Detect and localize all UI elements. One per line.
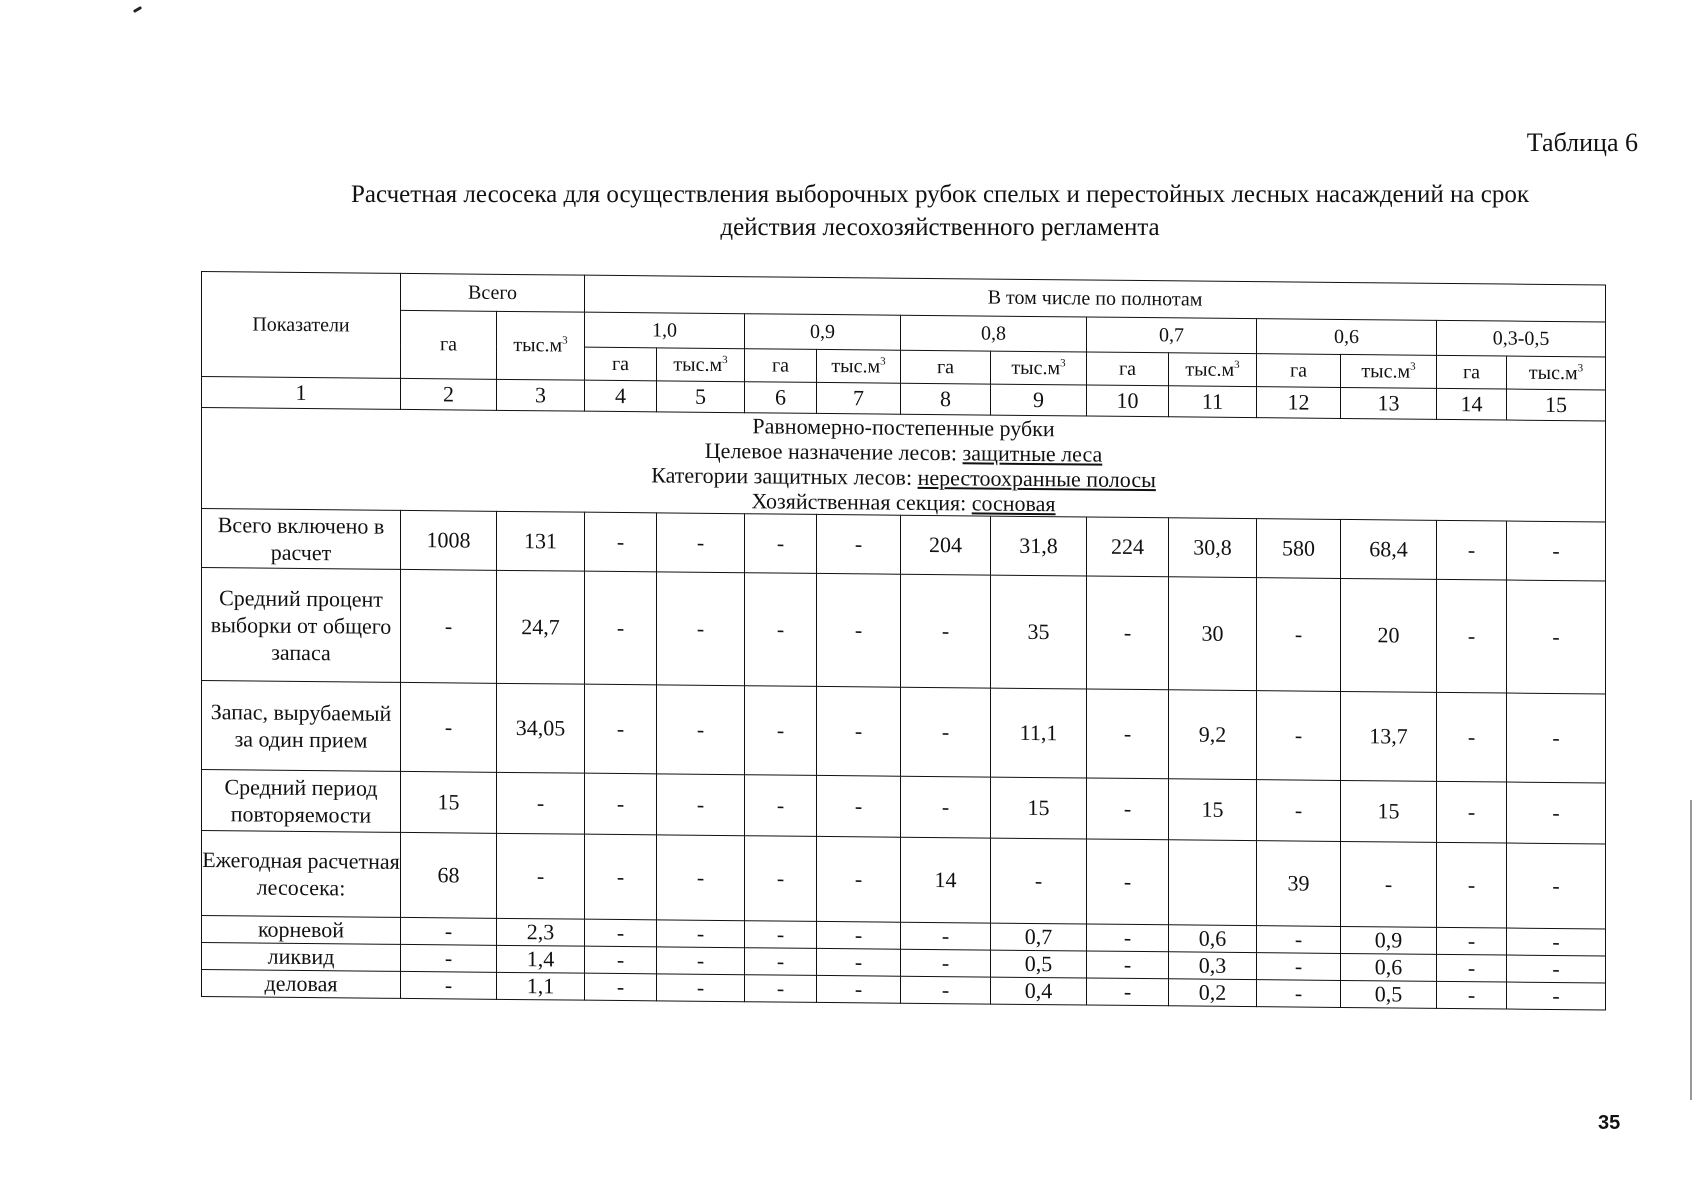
table-cell: - bbox=[817, 975, 901, 1003]
table-cell: - bbox=[401, 682, 497, 772]
table-cell: 0,9 bbox=[1341, 926, 1437, 954]
table-cell: 0,6 bbox=[1341, 953, 1437, 981]
table-cell: - bbox=[497, 772, 585, 834]
row-label: Средний период повторяемости bbox=[202, 770, 401, 833]
table-cell: - bbox=[657, 572, 745, 686]
table-cell: 0,2 bbox=[1169, 979, 1257, 1007]
column-number: 10 bbox=[1087, 385, 1169, 417]
table-cell: - bbox=[817, 514, 901, 574]
header-unit-vol: $тыс.м^3$ bbox=[1341, 354, 1437, 388]
title-line-2: действия лесохозяйственного регламента bbox=[720, 214, 1160, 241]
column-number: 9 bbox=[991, 384, 1087, 416]
table-cell: - bbox=[1507, 843, 1606, 929]
table-cell: - bbox=[1437, 520, 1507, 580]
header-unit-ha: га bbox=[745, 349, 817, 383]
table-cell: - bbox=[745, 948, 817, 976]
column-number: 7 bbox=[817, 382, 901, 414]
table-row bbox=[202, 831, 1606, 929]
table-cell: - bbox=[991, 838, 1087, 924]
table-cell: - bbox=[657, 974, 745, 1002]
column-number: 15 bbox=[1507, 389, 1606, 421]
data-table bbox=[201, 271, 1606, 1010]
column-number: 8 bbox=[901, 383, 991, 415]
table-number: Таблица 6 bbox=[1526, 128, 1638, 157]
header-density-1-0: 1,0 bbox=[585, 312, 745, 349]
header-unit-vol: $тыс.м^3$ bbox=[817, 349, 901, 383]
table-cell: - bbox=[657, 947, 745, 975]
table-cell: 9,2 bbox=[1169, 690, 1257, 780]
page-number: 35 bbox=[1598, 1112, 1621, 1134]
table-cell: 2,3 bbox=[497, 918, 585, 946]
table-cell: - bbox=[1257, 691, 1341, 781]
table-cell: 30 bbox=[1169, 577, 1257, 691]
table-cell: - bbox=[901, 687, 991, 777]
row-label: Ежегодная расчетная лесосека: bbox=[202, 831, 401, 918]
table-cell: - bbox=[1257, 926, 1341, 954]
table-cell: - bbox=[901, 922, 991, 950]
table-cell: 0,5 bbox=[1341, 980, 1437, 1008]
table-cell: - bbox=[1257, 980, 1341, 1008]
table-row bbox=[202, 568, 1606, 694]
table-cell: 11,1 bbox=[991, 688, 1087, 778]
table-cell: - bbox=[1087, 778, 1169, 840]
table-cell: 20 bbox=[1341, 578, 1437, 692]
table-cell: - bbox=[1257, 953, 1341, 981]
table-row bbox=[202, 681, 1606, 783]
table-cell: - bbox=[401, 971, 497, 999]
table-cell: - bbox=[745, 921, 817, 949]
table-cell: - bbox=[1087, 576, 1169, 690]
table-cell: - bbox=[1437, 692, 1507, 782]
table-cell: - bbox=[901, 776, 991, 838]
column-number: 13 bbox=[1341, 387, 1437, 419]
header-unit-ha: га bbox=[901, 350, 991, 384]
table-cell: - bbox=[1341, 841, 1437, 927]
column-number: 2 bbox=[401, 378, 497, 410]
table-cell: - bbox=[657, 835, 745, 921]
table-cell: 35 bbox=[991, 575, 1087, 689]
header-unit-vol: $тыс.м^3$ bbox=[1169, 353, 1257, 387]
row-label: Запас, вырубаемый за один прием bbox=[202, 681, 401, 772]
column-number: 6 bbox=[745, 382, 817, 414]
table-cell: - bbox=[1507, 521, 1606, 581]
table-cell: - bbox=[657, 920, 745, 948]
section-felling-type: Равномерно-постепенные рубки bbox=[752, 413, 1055, 442]
table-cell: - bbox=[1437, 954, 1507, 982]
table-cell: - bbox=[585, 973, 657, 1001]
table-cell: - bbox=[745, 836, 817, 922]
table-cell: - bbox=[585, 834, 657, 920]
table-cell: - bbox=[1087, 839, 1169, 925]
table-cell: - bbox=[657, 513, 745, 573]
table-cell: - bbox=[497, 833, 585, 919]
column-number: 14 bbox=[1437, 388, 1507, 420]
header-unit-ha: га bbox=[1087, 352, 1169, 386]
table-cell: - bbox=[585, 773, 657, 835]
table-cell: - bbox=[1437, 781, 1507, 843]
table-cell: 39 bbox=[1257, 841, 1341, 927]
table-cell: - bbox=[1437, 927, 1507, 955]
table-cell: - bbox=[817, 948, 901, 976]
table-cell bbox=[1169, 840, 1257, 926]
table-cell: 1,4 bbox=[497, 945, 585, 973]
table-cell: 0,6 bbox=[1169, 925, 1257, 953]
table-cell: - bbox=[585, 684, 657, 774]
table-cell: 31,8 bbox=[991, 516, 1087, 576]
table-cell: 15 bbox=[991, 777, 1087, 839]
table-title bbox=[240, 178, 1640, 244]
column-number: 11 bbox=[1169, 386, 1257, 418]
table-cell: - bbox=[1437, 842, 1507, 928]
table-cell: - bbox=[817, 573, 901, 687]
table-cell: - bbox=[817, 775, 901, 837]
table-cell: - bbox=[585, 946, 657, 974]
table-cell: - bbox=[1437, 579, 1507, 693]
table-cell: - bbox=[817, 836, 901, 922]
header-total: Всего bbox=[401, 273, 585, 312]
table-cell: - bbox=[745, 775, 817, 837]
table-cell: - bbox=[1087, 924, 1169, 952]
table-cell: 15 bbox=[1341, 780, 1437, 842]
table-cell: - bbox=[1437, 981, 1507, 1009]
table-cell: - bbox=[1507, 693, 1606, 783]
table-cell: 68,4 bbox=[1341, 519, 1437, 579]
table-cell: - bbox=[657, 774, 745, 836]
column-number: 1 bbox=[202, 377, 401, 410]
header-density-0-3-0-5: 0,3-0,5 bbox=[1437, 320, 1606, 357]
table-cell: 15 bbox=[1169, 779, 1257, 841]
section-description bbox=[202, 408, 1606, 522]
table-cell: 34,05 bbox=[497, 683, 585, 773]
scan-mark bbox=[133, 6, 142, 13]
header-unit-vol: $тыс.м^3$ bbox=[1507, 356, 1606, 390]
header-unit-ha: га bbox=[1257, 354, 1341, 388]
table-cell: 224 bbox=[1087, 517, 1169, 577]
header-density-0-6: 0,6 bbox=[1257, 319, 1437, 356]
table-cell: 204 bbox=[901, 515, 991, 575]
table-cell: - bbox=[401, 569, 497, 683]
table-cell: 131 bbox=[497, 511, 585, 571]
table-cell: 0,7 bbox=[991, 923, 1087, 951]
table-cell: - bbox=[1087, 951, 1169, 979]
table-cell: - bbox=[817, 686, 901, 776]
table-cell: 24,7 bbox=[497, 570, 585, 684]
table-cell: 15 bbox=[401, 771, 497, 833]
table-cell: - bbox=[585, 919, 657, 947]
table-cell: 0,3 bbox=[1169, 952, 1257, 980]
row-label: Всего включено в расчет bbox=[202, 509, 401, 570]
header-density-0-7: 0,7 bbox=[1087, 317, 1257, 354]
table-cell: - bbox=[1507, 928, 1606, 956]
table-cell: 14 bbox=[901, 837, 991, 923]
row-label: корневой bbox=[202, 916, 401, 945]
header-unit-vol: $тыс.м^3$ bbox=[991, 351, 1087, 385]
header-unit-vol: $тыс.м^3$ bbox=[657, 348, 745, 382]
section-category: Категории защитных лесов: нерестоохранные полосы bbox=[651, 462, 1156, 493]
table-cell: - bbox=[1507, 955, 1606, 983]
row-label: Средний процент выборки от общего запаса bbox=[202, 568, 401, 683]
column-number: 12 bbox=[1257, 387, 1341, 419]
section-purpose: Целевое назначение лесов: защитные леса bbox=[704, 437, 1103, 467]
section-economic: Хозяйственная секция: сосновая bbox=[751, 488, 1056, 517]
table-cell: - bbox=[901, 976, 991, 1004]
table-cell: - bbox=[1257, 780, 1341, 842]
table-cell: - bbox=[401, 944, 497, 972]
title-line-1: Расчетная лесосека для осуществления выборочных рубок спелых и перестойных лесных насаждений на срок bbox=[351, 181, 1529, 208]
header-by-density: В том числе по полнотам bbox=[585, 275, 1606, 322]
table-cell: 0,4 bbox=[991, 977, 1087, 1005]
table-cell: - bbox=[1507, 580, 1606, 694]
header-total-vol: $тыс.м^3$ bbox=[497, 311, 585, 380]
table-cell: - bbox=[901, 949, 991, 977]
table-cell: 580 bbox=[1257, 519, 1341, 579]
table-cell: - bbox=[1087, 689, 1169, 779]
header-total-ha: га bbox=[401, 310, 497, 379]
header-density-0-9: 0,9 bbox=[745, 314, 901, 350]
table-cell: - bbox=[745, 573, 817, 687]
table-cell: 30,8 bbox=[1169, 518, 1257, 578]
table-cell: - bbox=[657, 685, 745, 775]
table-cell: - bbox=[745, 514, 817, 574]
table-cell: 68 bbox=[401, 832, 497, 918]
table-cell: - bbox=[817, 921, 901, 949]
table-cell: - bbox=[745, 686, 817, 776]
table-cell: - bbox=[1257, 578, 1341, 692]
column-number: 5 bbox=[657, 381, 745, 413]
table-cell: 1,1 bbox=[497, 972, 585, 1000]
column-number: 3 bbox=[497, 379, 585, 411]
header-unit-ha: га bbox=[1437, 355, 1507, 389]
table-cell: 13,7 bbox=[1341, 691, 1437, 781]
row-label: ликвид bbox=[202, 943, 401, 972]
table-cell: - bbox=[585, 512, 657, 572]
header-density-0-8: 0,8 bbox=[901, 315, 1087, 352]
table-cell: - bbox=[745, 975, 817, 1003]
table-cell: - bbox=[1087, 978, 1169, 1006]
table-cell: 1008 bbox=[401, 510, 497, 570]
column-number: 4 bbox=[585, 380, 657, 412]
table-cell: - bbox=[1507, 982, 1606, 1010]
section-row bbox=[202, 408, 1606, 522]
row-label: деловая bbox=[202, 970, 401, 999]
table-cell: - bbox=[585, 571, 657, 685]
table-cell: 0,5 bbox=[991, 950, 1087, 978]
table-cell: - bbox=[901, 574, 991, 688]
header-unit-ha: га bbox=[585, 347, 657, 381]
table-cell: - bbox=[401, 917, 497, 945]
table-cell: - bbox=[1507, 782, 1606, 844]
header-indicators: Показатели bbox=[202, 272, 401, 379]
scan-edge bbox=[1690, 800, 1692, 1100]
